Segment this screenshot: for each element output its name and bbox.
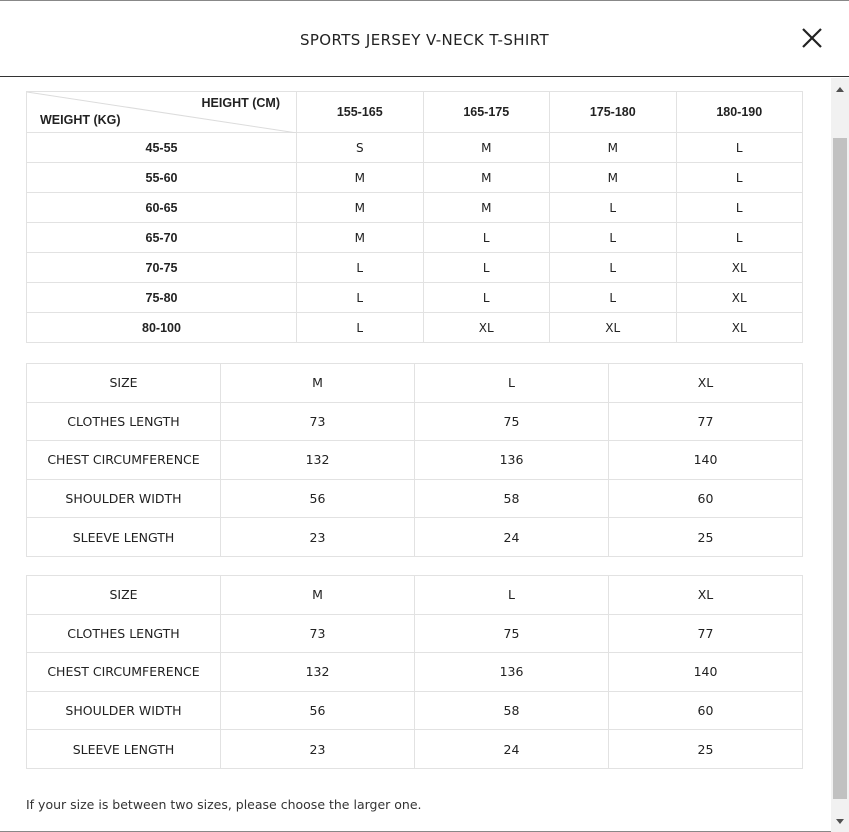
measurement-label: SLEEVE LENGTH xyxy=(27,518,221,557)
measurement-value: 136 xyxy=(415,653,609,692)
measurement-value: XL xyxy=(609,576,803,615)
measurement-table xyxy=(26,363,803,557)
size-cell: L xyxy=(297,283,424,313)
size-cell: S xyxy=(297,133,424,163)
measurement-value: 56 xyxy=(221,691,415,730)
measurement-row xyxy=(27,576,803,615)
measurement-row xyxy=(27,364,803,403)
size-cell: L xyxy=(550,223,677,253)
measurement-label: CHEST CIRCUMFERENCE xyxy=(27,653,221,692)
measurement-value: 25 xyxy=(609,730,803,769)
size-cell: M xyxy=(297,193,424,223)
size-cell: L xyxy=(550,283,677,313)
size-cell: M xyxy=(550,163,677,193)
arrow-up-icon xyxy=(831,81,849,98)
size-cell: M xyxy=(423,133,550,163)
size-cell: L xyxy=(423,253,550,283)
matrix-row xyxy=(27,133,803,163)
close-icon xyxy=(800,26,824,50)
measurement-value: 77 xyxy=(609,402,803,441)
measurement-value: L xyxy=(415,364,609,403)
close-button[interactable] xyxy=(800,26,824,50)
measurement-value: 140 xyxy=(609,441,803,480)
measurement-value: 60 xyxy=(609,691,803,730)
weight-axis-label: WEIGHT (KG) xyxy=(40,113,121,127)
modal-content xyxy=(0,78,830,832)
height-column-header: 165-175 xyxy=(423,92,550,133)
measurement-row xyxy=(27,479,803,518)
measurement-row xyxy=(27,402,803,441)
measurement-row xyxy=(27,653,803,692)
measurement-value: 73 xyxy=(221,614,415,653)
height-axis-label: HEIGHT (CM) xyxy=(201,96,280,110)
size-cell: M xyxy=(423,163,550,193)
measurement-label: SIZE xyxy=(27,364,221,403)
measurement-value: 132 xyxy=(221,653,415,692)
measurement-label: CHEST CIRCUMFERENCE xyxy=(27,441,221,480)
measurement-label: CLOTHES LENGTH xyxy=(27,402,221,441)
size-cell: L xyxy=(676,223,803,253)
measurement-value: 24 xyxy=(415,518,609,557)
measurement-row xyxy=(27,441,803,480)
measurement-value: 58 xyxy=(415,691,609,730)
measurement-label: SHOULDER WIDTH xyxy=(27,691,221,730)
modal-title: SPORTS JERSEY V-NECK T-SHIRT xyxy=(299,31,550,49)
size-cell: L xyxy=(676,193,803,223)
size-matrix-table xyxy=(26,91,803,343)
size-cell: XL xyxy=(676,313,803,343)
size-cell: M xyxy=(550,133,677,163)
size-cell: L xyxy=(676,133,803,163)
vertical-scrollbar[interactable] xyxy=(831,78,849,832)
size-advice-note: If your size is between two sizes, please choose the larger one. xyxy=(26,797,422,812)
measurement-value: 73 xyxy=(221,402,415,441)
size-cell: L xyxy=(676,163,803,193)
weight-range: 75-80 xyxy=(27,283,297,313)
measurement-value: 75 xyxy=(415,402,609,441)
measurement-value: 24 xyxy=(415,730,609,769)
measurement-table xyxy=(26,575,803,769)
weight-range: 60-65 xyxy=(27,193,297,223)
height-column-header: 175-180 xyxy=(550,92,677,133)
measurement-value: 23 xyxy=(221,518,415,557)
measurement-value: 23 xyxy=(221,730,415,769)
matrix-row xyxy=(27,223,803,253)
size-cell: M xyxy=(297,223,424,253)
weight-range: 70-75 xyxy=(27,253,297,283)
scroll-up-button[interactable] xyxy=(831,81,849,98)
scroll-down-button[interactable] xyxy=(831,813,849,830)
measurement-value: M xyxy=(221,576,415,615)
height-column-header: 155-165 xyxy=(297,92,424,133)
height-column-header: 180-190 xyxy=(676,92,803,133)
measurement-row xyxy=(27,518,803,557)
matrix-row xyxy=(27,163,803,193)
measurement-value: 25 xyxy=(609,518,803,557)
size-cell: XL xyxy=(676,253,803,283)
measurement-value: 58 xyxy=(415,479,609,518)
measurement-row xyxy=(27,614,803,653)
measurement-value: 56 xyxy=(221,479,415,518)
matrix-row xyxy=(27,283,803,313)
matrix-row xyxy=(27,253,803,283)
measurement-label: CLOTHES LENGTH xyxy=(27,614,221,653)
weight-range: 45-55 xyxy=(27,133,297,163)
measurement-label: SLEEVE LENGTH xyxy=(27,730,221,769)
measurement-label: SIZE xyxy=(27,576,221,615)
matrix-row xyxy=(27,313,803,343)
weight-range: 55-60 xyxy=(27,163,297,193)
size-cell: M xyxy=(423,193,550,223)
size-cell: L xyxy=(297,313,424,343)
matrix-header-row xyxy=(27,92,803,133)
measurement-value: 60 xyxy=(609,479,803,518)
matrix-corner-cell xyxy=(27,92,297,133)
modal-header xyxy=(0,1,849,77)
measurement-value: 140 xyxy=(609,653,803,692)
matrix-row xyxy=(27,193,803,223)
size-cell: XL xyxy=(676,283,803,313)
weight-range: 65-70 xyxy=(27,223,297,253)
measurement-label: SHOULDER WIDTH xyxy=(27,479,221,518)
measurement-value: 136 xyxy=(415,441,609,480)
size-cell: XL xyxy=(423,313,550,343)
measurement-value: 75 xyxy=(415,614,609,653)
measurement-value: 77 xyxy=(609,614,803,653)
measurement-value: XL xyxy=(609,364,803,403)
size-cell: M xyxy=(297,163,424,193)
measurement-value: M xyxy=(221,364,415,403)
size-cell: L xyxy=(423,223,550,253)
size-cell: XL xyxy=(550,313,677,343)
measurement-value: 132 xyxy=(221,441,415,480)
weight-range: 80-100 xyxy=(27,313,297,343)
measurement-row xyxy=(27,691,803,730)
arrow-down-icon xyxy=(831,813,849,830)
size-cell: L xyxy=(550,193,677,223)
size-cell: L xyxy=(550,253,677,283)
measurement-value: L xyxy=(415,576,609,615)
size-cell: L xyxy=(423,283,550,313)
size-cell: L xyxy=(297,253,424,283)
measurement-row xyxy=(27,730,803,769)
scrollbar-thumb[interactable] xyxy=(833,138,847,799)
